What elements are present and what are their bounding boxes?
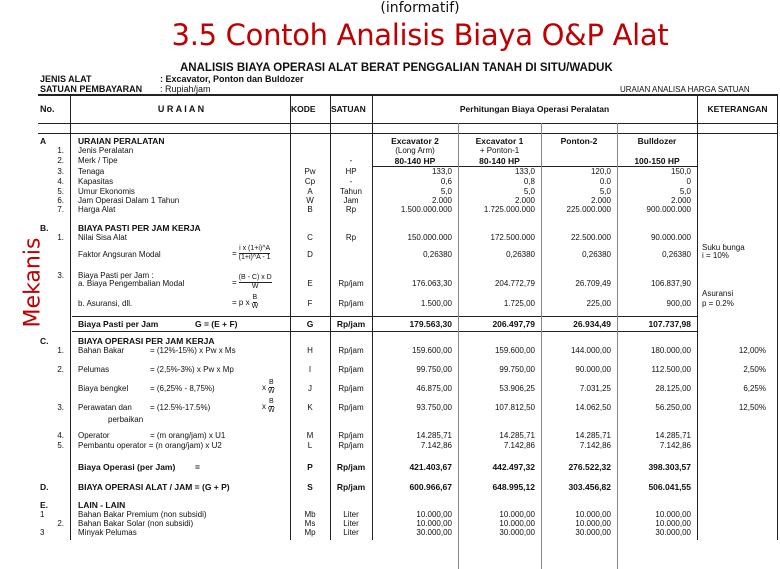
row-unit: Rp/jam: [338, 279, 364, 288]
row-code: W: [306, 196, 314, 205]
equipment-hp: 80-140 HP: [394, 156, 436, 166]
row-value: 0.0: [599, 177, 611, 186]
formula-denominator: W: [251, 303, 259, 310]
row-description: Perawatan dan: [78, 403, 132, 412]
row-number: D.: [40, 482, 49, 492]
row-value: 1.725,00: [503, 299, 535, 308]
header-divider-2: [38, 133, 778, 134]
row-number: C.: [40, 336, 49, 346]
row-value: 144.000,00: [570, 346, 611, 355]
row-value: 14.285,71: [499, 431, 535, 440]
row-code: L: [307, 441, 313, 450]
row-value: 421.403,67: [409, 462, 452, 472]
row-value: 14.285,71: [575, 431, 611, 440]
row-value: 179.563,30: [409, 319, 452, 329]
formula-fraction: [239, 274, 272, 291]
col-no: No.: [40, 104, 55, 114]
row-description: Pelumas: [78, 365, 110, 374]
row-value: 10.000,00: [575, 519, 611, 528]
row-number: 4.: [57, 177, 64, 186]
row-code: H: [307, 346, 313, 355]
row-unit: Rp/jam: [338, 346, 364, 355]
formula-denominator: W: [251, 283, 259, 290]
equipment-hp: 100-150 HP: [634, 156, 680, 166]
row-value: 90.000.000: [650, 233, 691, 242]
row-value: 648.995,12: [492, 482, 535, 492]
row-unit: Rp: [345, 205, 357, 214]
row-value: 1.725.000.000: [483, 205, 535, 214]
row-description: Pembantu operator = (n orang/jam) x U2: [78, 441, 222, 450]
formula-numerator: i x (1+i)^A: [239, 245, 271, 252]
row-value: 93.750,00: [416, 403, 452, 412]
row-number: 5.: [57, 441, 64, 450]
table-top-border: [38, 94, 778, 96]
formula-numerator: (B - C) x D: [238, 274, 272, 281]
equipment-name: Bulldozer: [637, 136, 677, 146]
row-code: Ms: [304, 519, 316, 528]
row-formula: = (12%-15%) x Pw x Ms: [150, 346, 236, 355]
jenis-alat-label: JENIS ALAT: [40, 74, 92, 84]
row-unit: Liter: [343, 510, 359, 519]
formula-denominator: W: [268, 407, 275, 414]
formula-fraction: [239, 245, 271, 262]
jenis-alat-value: : Excavator, Ponton dan Buldozer: [160, 74, 304, 84]
row-number: 1.: [57, 233, 64, 242]
row-description: Biaya Operasi (per Jam): [78, 462, 176, 472]
row-value: 0,26380: [582, 250, 611, 259]
row-code: Pw: [304, 167, 316, 176]
row-formula: = (6,25% - 8,75%): [150, 384, 215, 393]
row-unit: Rp/jam: [338, 299, 364, 308]
equipment-name: Excavator 1: [475, 136, 524, 146]
row-note: Asuransi: [702, 289, 734, 298]
row-note: 2,50%: [743, 365, 766, 374]
row-number: 1.: [57, 346, 64, 355]
row-value: 106.837,90: [650, 279, 691, 288]
row-number: 6.: [57, 196, 64, 205]
row-unit: Rp/jam: [338, 365, 364, 374]
row-value: 5,0: [523, 187, 535, 196]
row-number: 5.: [57, 187, 64, 196]
row-value: 112.500,00: [651, 365, 691, 374]
row-value: 5,0: [679, 187, 691, 196]
row-description: Kapasitas: [78, 177, 114, 186]
row-value: 22.500.000: [570, 233, 611, 242]
row-formula: = (2,5%-3%) x Pw x Mp: [150, 365, 234, 374]
row-value: 2.000: [670, 196, 691, 205]
row-code: M: [306, 431, 314, 440]
row-value: 14.062,50: [575, 403, 611, 412]
row-value: 5,0: [599, 187, 611, 196]
row-value: 159.600,00: [494, 346, 535, 355]
row-value: 30.000,00: [499, 528, 535, 537]
row-code: K: [307, 403, 313, 412]
row-fraction-formula: [232, 294, 258, 311]
row-description: Bahan Bakar: [78, 346, 125, 355]
row-value: 10.000,00: [416, 519, 452, 528]
slide-title: 3.5 Contoh Analisis Biaya O&P Alat: [171, 18, 669, 52]
row-unit: Rp/jam: [338, 384, 364, 393]
row-code: B: [307, 205, 313, 214]
row-code: E: [307, 279, 313, 288]
header-divider: [38, 123, 778, 124]
row-value: 10.000,00: [416, 510, 452, 519]
row-value: 26.709,49: [575, 279, 611, 288]
row-number: 2.: [57, 519, 64, 528]
row-value: 107.812,50: [494, 403, 535, 412]
row-value: 225,00: [586, 299, 611, 308]
row-description: Umur Ekonomis: [78, 187, 135, 196]
row-formula: =: [195, 462, 200, 472]
row-description: BIAYA OPERASI PER JAM KERJA: [78, 336, 215, 346]
row-unit: HP: [345, 167, 357, 176]
row-number: A: [40, 136, 47, 146]
formula-numerator: B: [268, 398, 274, 405]
row-unit: Rp/jam: [336, 462, 366, 472]
row-value: 0: [686, 177, 691, 186]
satuan-pembayaran-value: : Rupiah/jam: [160, 84, 211, 94]
row-value: 1.500,00: [420, 299, 452, 308]
column-divider: [777, 94, 778, 540]
row-value: 26.934,49: [573, 319, 611, 329]
row-value: 7.142,86: [579, 441, 611, 450]
row-number: B.: [40, 223, 49, 233]
row-value: 2.000: [514, 196, 535, 205]
row-note: i = 10%: [702, 251, 729, 260]
row-unit: -: [349, 177, 353, 186]
row-unit: Rp/jam: [338, 403, 364, 412]
row-value: 28.125,00: [655, 384, 691, 393]
row-value: 1.500.000.000: [400, 205, 452, 214]
row-value: 180.000,00: [650, 346, 691, 355]
row-code: S: [307, 482, 313, 492]
row-description: Nilai Sisa Alat: [78, 233, 127, 242]
row-description: Bahan Bakar Solar (non subsidi): [78, 519, 194, 528]
row-description: Jam Operasi Dalam 1 Tahun: [78, 196, 180, 205]
row-unit: Rp: [345, 233, 357, 242]
formula-prefix: x: [262, 383, 266, 392]
row-value: 303.456,82: [568, 482, 611, 492]
row-description: Operator: [78, 431, 110, 440]
equipment-sub: + Ponton-1: [479, 146, 520, 155]
row-value: 2.000: [431, 196, 452, 205]
row-code: P: [307, 462, 313, 472]
row-description: Harga Alat: [78, 205, 116, 214]
row-value: 172.500.000: [490, 233, 535, 242]
col-uraian: U R A I A N: [157, 104, 205, 114]
row-value: 10.000,00: [499, 519, 535, 528]
row-note: 6,25%: [743, 384, 766, 393]
row-code: F: [307, 299, 313, 308]
row-number: 1.: [57, 146, 64, 155]
row-value: 30.000,00: [416, 528, 452, 537]
row-number: 3.: [57, 167, 64, 176]
row-code: Cp: [304, 177, 316, 186]
row-value: 2.000: [590, 196, 611, 205]
row-note: p = 0.2%: [702, 299, 734, 308]
row-unit: Tahun: [340, 187, 362, 196]
equipment-name: Ponton-2: [560, 136, 598, 146]
row-value: 56.250,00: [655, 403, 691, 412]
row-description: URAIAN PERALATAN: [78, 136, 165, 146]
row-code: G: [306, 319, 314, 329]
row-number: 3: [40, 528, 45, 537]
row-code: C: [307, 233, 313, 242]
row-value: 14.285,71: [416, 431, 452, 440]
row-description: Biaya Pasti per Jam :: [78, 271, 154, 280]
row-value: 10.000,00: [655, 510, 691, 519]
satuan-pembayaran-label: SATUAN PEMBAYARAN: [40, 84, 143, 94]
row-value: 7.142,86: [420, 441, 452, 450]
row-description: LAIN - LAIN: [78, 500, 126, 510]
row-number: 1: [40, 510, 45, 519]
row-value: 0,26380: [506, 250, 535, 259]
row-value: 14.285,71: [655, 431, 691, 440]
row-code: Mp: [304, 528, 316, 537]
row-note: 12,00%: [738, 346, 766, 355]
row-value: 7.142,86: [503, 441, 535, 450]
row-value: 150.000.000: [407, 233, 452, 242]
side-label: Mekanis: [20, 237, 46, 328]
formula-denominator: W: [268, 388, 275, 395]
row-value: 276.522,32: [568, 462, 611, 472]
row-unit: -: [349, 156, 353, 165]
row-code: Mb: [304, 510, 316, 519]
row-value: 150,0: [670, 167, 691, 176]
formula-prefix: =: [232, 278, 237, 287]
row-formula: = (m orang/jam) x U1: [150, 431, 226, 440]
row-value: 0,6: [440, 177, 452, 186]
row-note: Suku bunga: [702, 243, 745, 252]
row-note: 12,50%: [738, 403, 766, 412]
formula-denominator: (1+i)^A - 1: [238, 254, 271, 261]
row-description: Tenaga: [78, 167, 105, 176]
row-value: 30.000,00: [655, 528, 691, 537]
row-value: 600.966,67: [409, 482, 452, 492]
document-title: ANALISIS BIAYA OPERASI ALAT BERAT PENGGALIAN TANAH DI SITU/WADUK: [180, 62, 613, 74]
row-description-cont: perbaikan: [108, 415, 144, 424]
row-description: Merk / Tipe: [78, 156, 118, 165]
row-description: BIAYA PASTI PER JAM KERJA: [78, 223, 201, 233]
equipment-name: Excavator 2: [391, 136, 439, 146]
row-number: E.: [40, 500, 49, 510]
row-value: 0,26380: [423, 250, 452, 259]
row-value: 0,26380: [662, 250, 691, 259]
col-satuan: SATUAN: [331, 104, 366, 114]
row-value: 176.063,30: [411, 279, 452, 288]
row-value: 30.000,00: [575, 528, 611, 537]
row-value: 900,00: [666, 299, 691, 308]
row-value: 506.041,55: [648, 482, 691, 492]
col-kode: KODE: [291, 104, 316, 114]
row-value: 206.497,79: [492, 319, 535, 329]
formula-numerator: B: [252, 294, 258, 301]
row-unit: Rp/jam: [338, 431, 364, 440]
formula-numerator: B: [268, 379, 274, 386]
row-number: 4.: [57, 431, 64, 440]
equipment-sub: (Long Arm): [395, 146, 435, 155]
subtotal-line-bottom: [72, 331, 697, 332]
column-divider: [70, 94, 71, 540]
row-number: 2.: [57, 365, 64, 374]
row-description: Biaya Pasti per Jam: [78, 319, 159, 329]
column-divider: [290, 94, 291, 540]
row-description: Minyak Pelumas: [78, 528, 137, 537]
row-value: 0,8: [523, 177, 535, 186]
row-description: Jenis Peralatan: [78, 146, 134, 155]
row-number: 3.: [57, 403, 64, 412]
informatif-label: (informatif): [380, 0, 460, 16]
row-value: 225.000.000: [566, 205, 611, 214]
row-unit: Rp/jam: [338, 441, 364, 450]
column-divider: [697, 94, 698, 540]
row-value: 7.142,86: [659, 441, 691, 450]
row-value: 107.737,98: [648, 319, 691, 329]
row-value: 53.906,25: [499, 384, 535, 393]
row-code: I: [308, 365, 312, 374]
row-value: 900.000.000: [646, 205, 691, 214]
row-value: 10.000,00: [499, 510, 535, 519]
row-unit: Rp/jam: [336, 482, 366, 492]
formula-prefix: x: [262, 402, 266, 411]
row-value: 159.600,00: [411, 346, 452, 355]
row-value: 5,0: [440, 187, 452, 196]
row-unit: Jam: [343, 196, 359, 205]
row-value: 10.000,00: [655, 519, 691, 528]
row-unit: Liter: [343, 519, 359, 528]
row-value: 99.750,00: [499, 365, 535, 374]
row-fraction-formula: [262, 379, 275, 396]
col-keterangan: KETERANGAN: [707, 104, 768, 114]
subtotal-line-top: [72, 316, 697, 317]
row-number: 2.: [57, 156, 64, 165]
row-value: 133,0: [431, 167, 452, 176]
formula-prefix: =: [232, 249, 237, 258]
row-value: 90.000,00: [575, 365, 611, 374]
row-value: 99.750,00: [416, 365, 452, 374]
row-value: 133,0: [514, 167, 535, 176]
row-description: Faktor Angsuran Modal: [78, 250, 161, 259]
row-value: 7.031,25: [579, 384, 611, 393]
row-fraction-formula: [262, 398, 275, 415]
row-code: D: [307, 250, 313, 259]
row-fraction-formula: [232, 245, 271, 262]
row-value: 204.772,79: [494, 279, 535, 288]
row-value: 442.497,32: [492, 462, 535, 472]
row-description: a. Biaya Pengembalian Modal: [78, 279, 185, 288]
row-code: J: [308, 384, 312, 393]
equipment-hp: 80-140 HP: [479, 156, 520, 166]
row-value: 398.303,57: [648, 462, 691, 472]
row-value: 120,0: [590, 167, 611, 176]
row-unit: Liter: [343, 528, 359, 537]
row-formula: G = (E + F): [195, 319, 238, 329]
row-number: 7.: [57, 205, 64, 214]
row-code: A: [307, 187, 313, 196]
row-formula: = (12.5%-17.5%): [150, 403, 211, 412]
col-perhitungan: Perhitungan Biaya Operasi Peralatan: [459, 104, 610, 114]
row-description: BIAYA OPERASI ALAT / JAM = (G + P): [78, 482, 230, 492]
row-description: Biaya bengkel: [78, 384, 129, 393]
row-description: b. Asuransi, dll.: [78, 299, 133, 308]
formula-fraction: [252, 294, 259, 311]
formula-fraction: [268, 379, 275, 396]
row-fraction-formula: [232, 274, 272, 291]
formula-fraction: [268, 398, 275, 415]
row-unit: Rp/jam: [336, 319, 366, 329]
right-caption: URAIAN ANALISA HARGA SATUAN: [620, 85, 750, 94]
row-value: 10.000,00: [575, 510, 611, 519]
formula-prefix: = p x: [232, 298, 250, 307]
row-number: 3.: [57, 271, 64, 280]
row-description: Bahan Bakar Premium (non subsidi): [78, 510, 207, 519]
row-value: 46.875,00: [416, 384, 452, 393]
